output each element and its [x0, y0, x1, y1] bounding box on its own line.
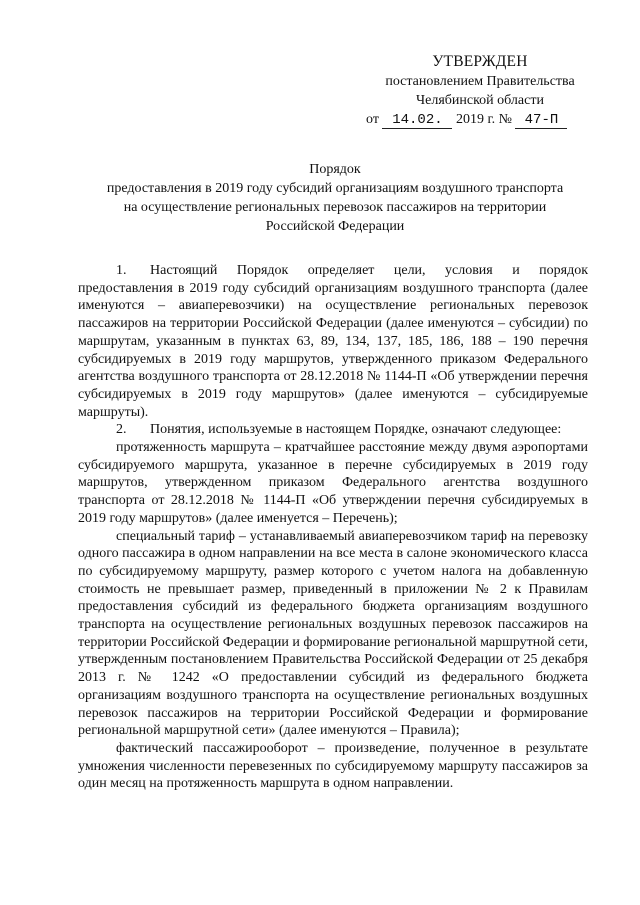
- paragraph: [78, 439, 588, 528]
- paragraph-text: протяженность маршрута – кратчайшее расстояние между двумя аэропортами субсидируемого маршрута, указанное в перечне субсидируемых в 2019 году маршрутов, утвержденном приказом Федерального агентства воздушного транспорта от 28.12.2018 № 1144-П «Об утверждении перечня субсидируемых в 2019 году маршрутов» (далее именуется – Перечень);: [78, 440, 588, 526]
- title-line-2: предоставления в 2019 году субсидий организациям воздушного транспорта: [106, 181, 564, 196]
- paragraph-text: специальный тариф – устанавливаемый авиаперевозчиком тариф на перевозку одного пассажира в одном направлении на все места в салоне экономического класса по субсидируемому маршруту, размер которого с учетом налога на добавленную стоимость не превышает размер, приведенный в приложении № 2 к Правилам предоставления субсидий из федерального бюджета организациям воздушного транспорта на осуществление региональных воздушных перевозок пассажиров на территории Российской Федерации и формирование региональной маршрутной сети, утвержденным постановлением Правительства Российской Федерации от 25 декабря 2013 г. № 1242 «О предоставлении субсидий из федерального бюджета организациям воздушного транспорта на осуществление региональных воздушных перевозок пассажиров на территории Российской Федерации и формирование региональной маршрутной сети» (далее именуются – Правила);: [78, 528, 588, 739]
- paragraph: [78, 528, 588, 740]
- approval-line-2: Челябинской области: [416, 93, 544, 108]
- title-line-4: Российской Федерации: [265, 219, 405, 234]
- approval-line-1: постановлением Правительства: [385, 74, 575, 89]
- title-line-3: на осуществление региональных перевозок пассажиров на территории: [123, 200, 547, 215]
- title-line-1: Порядок: [309, 162, 361, 177]
- paragraph-text: Настоящий Порядок определяет цели, условия и порядок предоставления в 2019 году субсидий организациям воздушного транспорта (далее именуются – авиаперевозчики) на осуществление региональных перевозок пассажиров на территории Российской Федерации (далее именуются – субсидии) по маршрутам, указанным в пунктах 63, 89, 134, 137, 185, 186, 188 – 190 перечня субсидируемых в 2019 году маршрутов, утвержденного приказом Федерального агентства воздушного транспорта от 28.12.2018 № 1144-П «Об утверждении перечня субсидируемых в 2019 году маршрутов» (далее именуются – субсидируемые маршруты).: [78, 263, 588, 420]
- date-prefix: от: [366, 112, 379, 127]
- document-body: [78, 262, 588, 793]
- handwritten-date: 14.02.: [382, 113, 452, 129]
- paragraph: [78, 262, 588, 421]
- paragraph: [78, 740, 588, 793]
- approval-stamp-block: [360, 52, 600, 129]
- paragraph: [78, 421, 588, 439]
- paragraph-text: фактический пассажирооборот – произведение, полученное в результате умножения численности перевезенных по субсидируемому маршруту пассажиров за один месяц на протяженность маршрута в одном направлении.: [78, 740, 588, 792]
- approval-heading: УТВЕРЖДЕН: [432, 53, 528, 70]
- handwritten-number: 47-П: [515, 113, 567, 129]
- document-title: [60, 160, 610, 236]
- paragraph-number: 1.: [116, 263, 127, 278]
- approval-date-line: [360, 110, 600, 129]
- year-text: 2019 г. №: [455, 112, 512, 127]
- paragraph-number: 2.: [116, 422, 127, 438]
- paragraph-text: Понятия, используемые в настоящем Порядке, означают следующее:: [150, 422, 562, 438]
